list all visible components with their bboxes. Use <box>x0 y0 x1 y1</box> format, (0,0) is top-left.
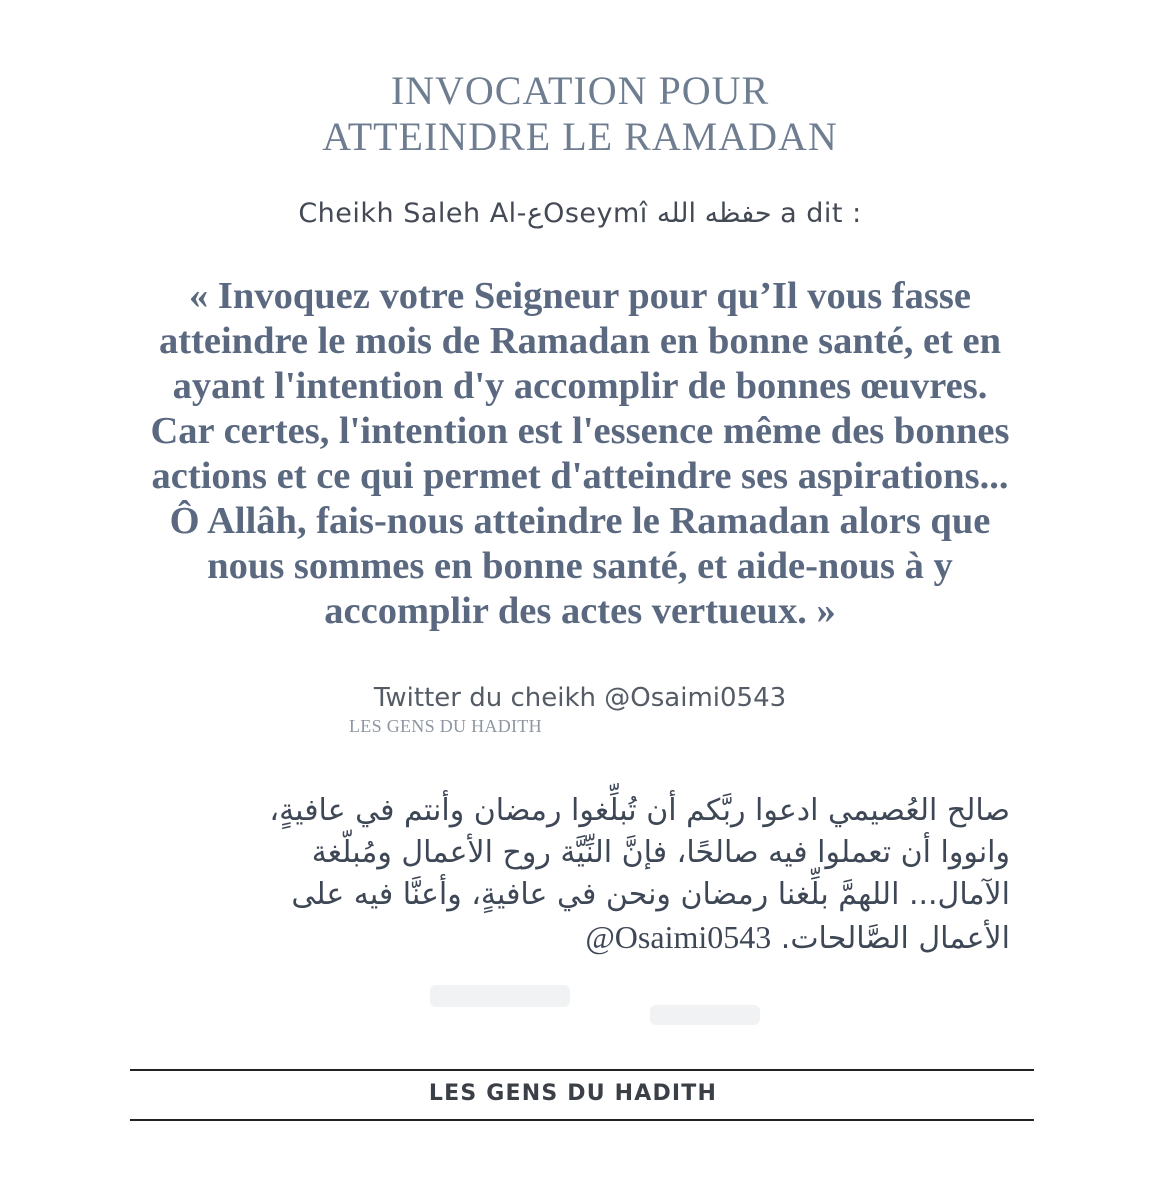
faint-smudge <box>650 1005 760 1025</box>
page-title-line-2: ATTEINDRE LE RAMADAN <box>322 114 838 159</box>
quote-line: nous sommes en bonne santé, et aide-nous à y <box>207 545 953 587</box>
faint-smudge <box>430 985 570 1007</box>
arabic-line: وانووا أن تعملوا فيه صالحًا، فإنَّ النِّيَّة روح الأعمال ومُبلّغة <box>311 835 1010 870</box>
quote-line: Ô Allâh, fais-nous atteindre le Ramadan alors que <box>169 500 991 542</box>
arabic-text-block <box>150 790 1010 960</box>
footer-divider-top <box>130 1069 1034 1071</box>
quote-line: actions et ce qui permet d'atteindre ses aspirations... <box>151 455 1009 497</box>
page-title-line-1: INVOCATION POUR <box>390 68 770 113</box>
attribution-line: Cheikh Saleh Al-عOseymî حفظه الله a dit : <box>298 198 862 229</box>
quote-line: accomplir des actes vertueux. » <box>324 590 836 632</box>
footer-divider-bottom <box>130 1119 1034 1121</box>
quote-line: ayant l'intention d'y accomplir de bonnes œuvres. <box>172 365 988 407</box>
arabic-line-text: الأعمال الصَّالحات. <box>780 921 1010 956</box>
footer-brand: LES GENS DU HADITH <box>428 1081 718 1106</box>
quote-block <box>60 274 1100 634</box>
quote-line: « Invoquez votre Seigneur pour qu’Il vous fasse <box>189 275 971 317</box>
arabic-line: صالح العُصيمي ادعوا ربَّكم أن تُبلِّغوا رمضان وأنتم في عافيةٍ، <box>269 793 1010 828</box>
quote-line: Car certes, l'intention est l'essence même des bonnes <box>150 410 1010 452</box>
watermark: LES GENS DU HADITH <box>349 716 542 736</box>
arabic-handle: @Osaimi0543 <box>585 919 772 955</box>
arabic-line <box>150 916 1010 960</box>
quote-line: atteindre le mois de Ramadan en bonne santé, et en <box>159 320 1001 362</box>
source-twitter: Twitter du cheikh @Osaimi0543 <box>373 683 787 713</box>
arabic-line: الآمال... اللهمَّ بلِّغنا رمضان ونحن في عافيةٍ، وأعنَّا فيه على <box>291 877 1010 912</box>
